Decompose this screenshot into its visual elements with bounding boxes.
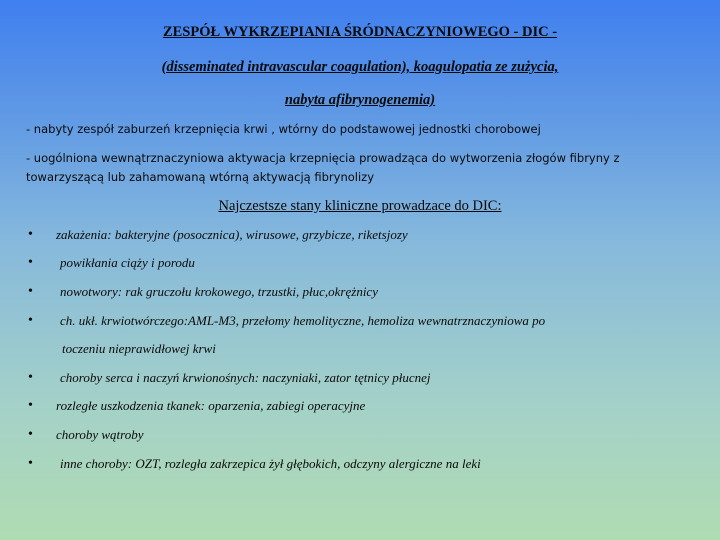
bullet-icon: •: [28, 227, 33, 242]
list-item: choroby wątroby: [56, 427, 144, 442]
bullet-icon: •: [28, 456, 33, 471]
list-item: powikłania ciąży i porodu: [60, 255, 195, 270]
list-item: zakażenia: bakteryjne (posocznica), wirusowe, grzybicze, riketsjozy: [56, 227, 408, 242]
bullet-icon: •: [28, 398, 33, 413]
definition-paragraph-1: - nabyty zespół zaburzeń krzepnięcia krwi , wtórny do podstawowej jednostki chorobowej: [26, 122, 541, 136]
list-item: rozległe uszkodzenia tkanek: oparzenia, zabiegi operacyjne: [56, 398, 366, 413]
bullet-icon: •: [28, 284, 33, 299]
section-subheading: Najczestsze stany kliniczne prowadzace do DIC:: [218, 198, 502, 214]
definition-paragraph-2: - uogólniona wewnątrznaczyniowa aktywacja krzepnięcia prowadząca do wytworzenia złogów fibryny z towarzyszącą lub zahamowaną wtórną aktywacją fibrynolizy: [26, 151, 620, 184]
list-item-continuation: toczeniu nieprawidłowej krwi: [62, 341, 216, 356]
list-item: nowotwory: rak gruczołu krokowego, trzustki, płuc,okrężnicy: [60, 284, 378, 299]
slide-title-line-1: ZESPÓŁ WYKRZEPIANIA ŚRÓDNACZYNIOWEGO - DIC -: [162, 24, 558, 40]
bullet-icon: •: [28, 427, 33, 442]
bullet-icon: •: [28, 255, 33, 270]
list-item: inne choroby: OZT, rozległa zakrzepica żył głębokich, odczyny alergiczne na leki: [60, 456, 481, 471]
slide-title-line-2: (disseminated intravascular coagulation), koagulopatia ze zużycia,: [161, 59, 559, 75]
slide-title-line-3: nabyta afibrynogenemia): [284, 92, 436, 108]
bullet-icon: •: [28, 370, 33, 385]
list-item: ch. ukł. krwiotwórczego:AML-M3, przełomy hemolityczne, hemoliza wewnatrznaczyniowa po: [60, 313, 546, 328]
list-item: choroby serca i naczyń krwionośnych: naczyniaki, zator tętnicy płucnej: [60, 370, 431, 385]
bullet-icon: •: [28, 313, 33, 328]
